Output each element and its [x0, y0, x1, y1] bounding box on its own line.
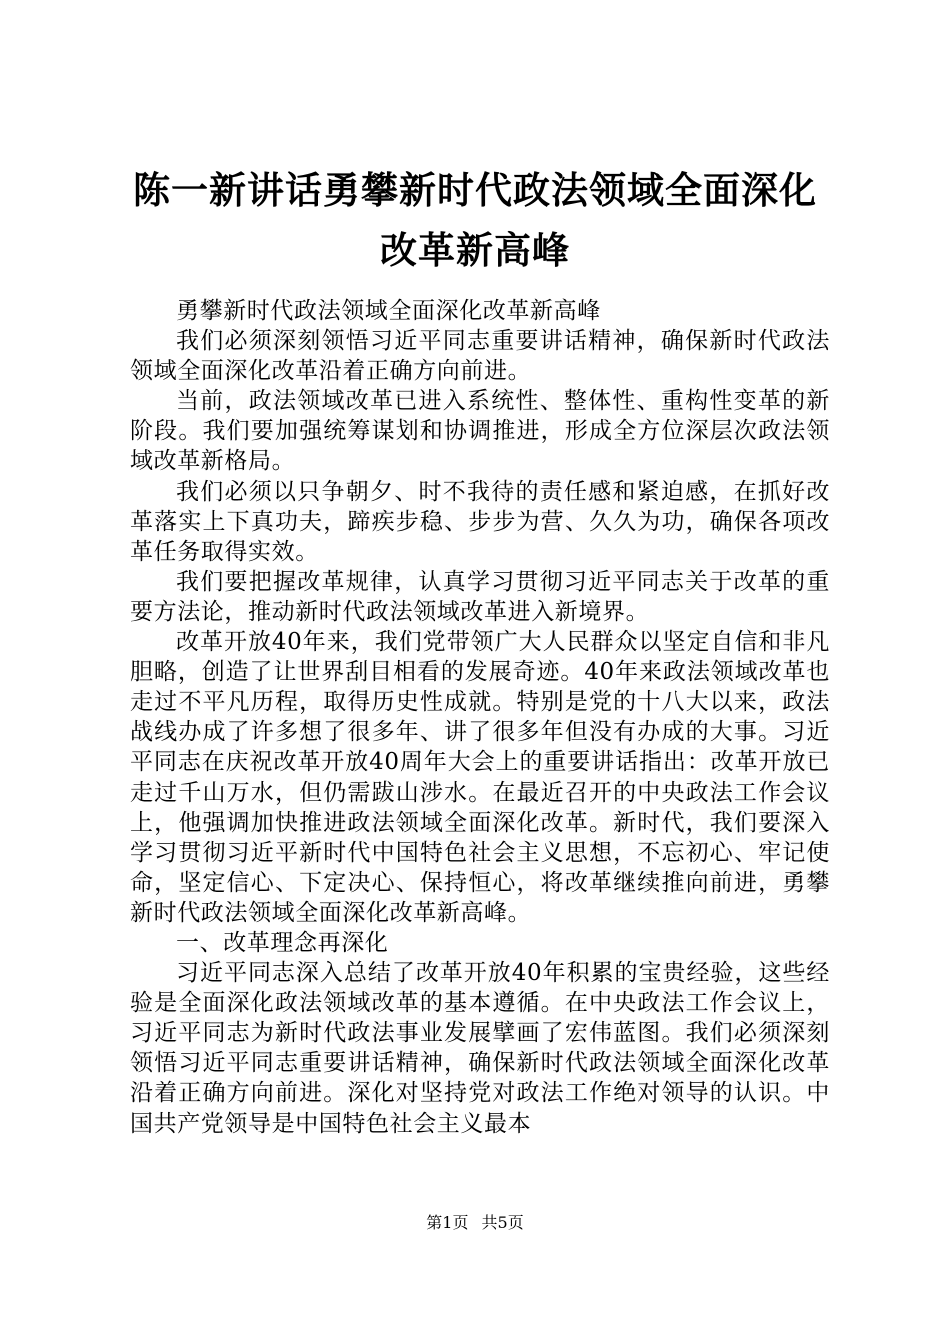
document-title: 陈一新讲话勇攀新时代政法领域全面深化改革新高峰 — [133, 168, 817, 272]
paragraph: 习近平同志深入总结了改革开放40年积累的宝贵经验，这些经验是全面深化政法领域改革的基本遵循。在中央政法工作会议上，习近平同志为新时代政法事业发展擘画了宏伟蓝图。我们必须深刻领悟习近平同志重要讲话精神，确保新时代政法领域全面深化改革沿着正确方向前进。深化对坚持党对政法工作绝对领导的认识。中国共产党领导是中国特色社会主义最本 — [130, 960, 830, 1137]
paragraph: 改革开放40年来，我们党带领广大人民群众以坚定自信和非凡胆略，创造了让世界刮目相看的发展奇迹。40年来政法领域改革也走过不平凡历程，取得历史性成就。特别是党的十八大以来，政法战线办成了许多想了很多年、讲了很多年但没有办成的大事。习近平同志在庆祝改革开放40周年大会上的重要讲话指出：改革开放已走过千山万水，但仍需跋山涉水。在最近召开的中央政法工作会议上，他强调加快推进政法领域全面深化改革。新时代，我们要深入学习贯彻习近平新时代中国特色社会主义思想，不忘初心、牢记使命，坚定信心、下定决心、保持恒心，将改革继续推向前进，勇攀新时代政法领域全面深化改革新高峰。 — [130, 629, 830, 926]
section-heading: 一、改革理念再深化 — [176, 929, 389, 956]
paragraph: 当前，政法领域改革已进入系统性、整体性、重构性变革的新阶段。我们要加强统筹谋划和协调推进，形成全方位深层次政法领域改革新格局。 — [130, 388, 830, 475]
page-number-total: 共5页 — [481, 1213, 524, 1232]
paragraph: 我们必须深刻领悟习近平同志重要讲话精神，确保新时代政法领域全面深化改革沿着正确方向前进。 — [130, 328, 830, 385]
paragraph: 我们要把握改革规律，认真学习贯彻习近平同志关于改革的重要方法论，推动新时代政法领域改革进入新境界。 — [130, 568, 830, 625]
page-number-current: 第1页 — [426, 1213, 469, 1232]
paragraph: 我们必须以只争朝夕、时不我待的责任感和紧迫感，在抓好改革落实上下真功夫，蹄疾步稳、步步为营、久久为功，确保各项改革任务取得实效。 — [130, 478, 830, 565]
document-body — [130, 296, 830, 1139]
paragraph-subtitle: 勇攀新时代政法领域全面深化改革新高峰 — [176, 298, 601, 324]
page-footer — [0, 1213, 950, 1233]
